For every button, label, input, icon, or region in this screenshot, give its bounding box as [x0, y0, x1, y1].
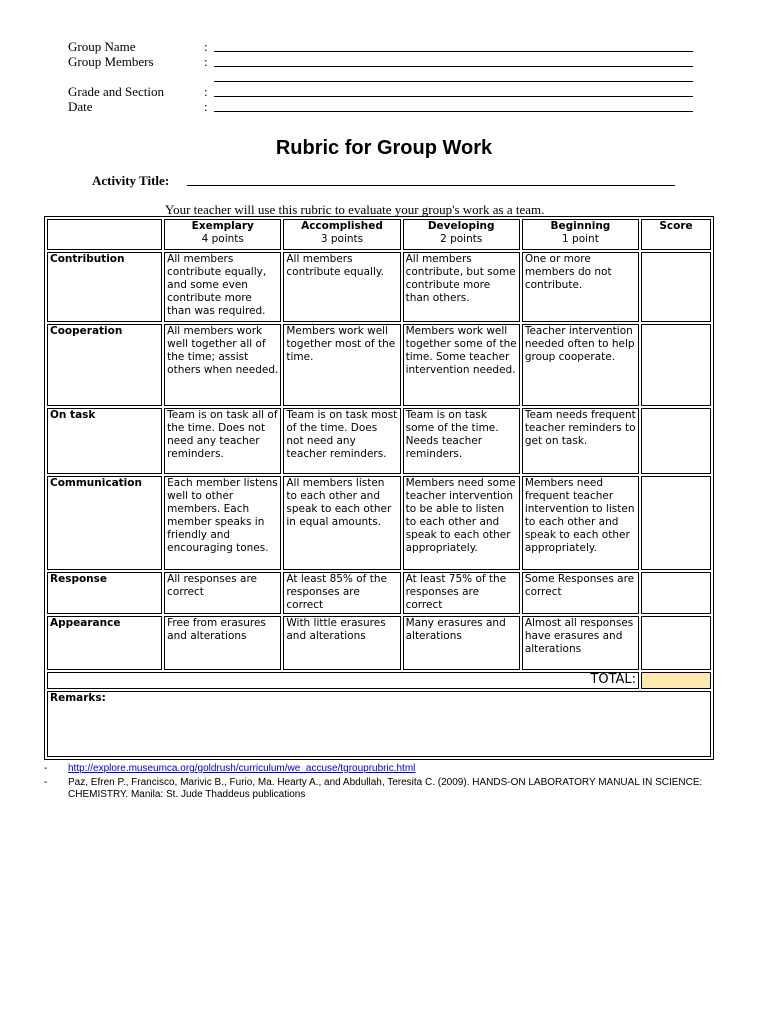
header-beginning-name: Beginning [550, 220, 611, 232]
cell-communication-accomplished: All members listen to each other and speak to each other in equal amounts. [283, 476, 400, 570]
reference-link[interactable]: http://explore.museumca.org/goldrush/curriculum/we_accuse/tgrouprubric.html [68, 763, 416, 774]
criterion-communication: Communication [47, 476, 162, 570]
score-response[interactable] [641, 572, 711, 614]
cell-on-task-beginning: Team needs frequent teacher reminders to get on task. [522, 408, 639, 474]
date-line [214, 111, 693, 112]
date-colon: : [204, 99, 208, 114]
header-accomplished-points: 3 points [320, 233, 364, 245]
grade-section-label: Grade and Section [68, 84, 165, 99]
cell-cooperation-beginning: Teacher intervention needed often to help group cooperate. [522, 324, 639, 406]
cell-appearance-beginning: Almost all responses have erasures and alterations [522, 616, 639, 670]
cell-contribution-beginning: One or more members do not contribute. [522, 252, 639, 322]
cell-on-task-accomplished: Team is on task most of the time. Does not need any teacher reminders. [283, 408, 400, 474]
blank-header-cell [47, 219, 162, 250]
cell-appearance-developing: Many erasures and alterations [403, 616, 520, 670]
cell-communication-beginning: Members need frequent teacher intervention to listen to each other and speak to each other appropriately. [522, 476, 639, 570]
intro-text: Your teacher will use this rubric to evaluate your group's work as a team. [165, 202, 545, 217]
table-row [47, 572, 711, 614]
criterion-appearance: Appearance [47, 616, 162, 670]
activity-title-label: Activity Title: [92, 173, 170, 188]
cell-appearance-accomplished: With little erasures and alterations [283, 616, 400, 670]
table-row [47, 252, 711, 322]
remarks-row [47, 691, 711, 757]
cell-communication-developing: Members need some teacher intervention to be able to listen to each other and speak to each other appropriately. [403, 476, 520, 570]
rubric-header-row [47, 219, 711, 250]
table-row [47, 476, 711, 570]
score-contribution[interactable] [641, 252, 711, 322]
cell-response-accomplished: At least 85% of the responses are correct [283, 572, 400, 614]
activity-title-line[interactable] [187, 185, 675, 186]
group-members-line-2 [214, 81, 693, 82]
cell-cooperation-exemplary: All members work well together all of the time; assist others when needed. [164, 324, 281, 406]
score-communication[interactable] [641, 476, 711, 570]
cell-communication-exemplary: Each member listens well to other members. Each member speaks in friendly and encouraging tones. [164, 476, 281, 570]
cell-cooperation-developing: Members work well together some of the time. Some teacher intervention needed. [403, 324, 520, 406]
references [44, 763, 764, 803]
cell-contribution-accomplished: All members contribute equally. [283, 252, 400, 322]
score-appearance[interactable] [641, 616, 711, 670]
cell-response-developing: At least 75% of the responses are correct [403, 572, 520, 614]
reference-citation: Paz, Efren P., Francisco, Marivic B., Furio, Ma. Hearty A., and Abdullah, Teresita C. (2009). HANDS-ON LABORATORY MANUAL IN SCIENCE: CHEMISTRY. Manila: St. Jude Thaddeus publications [68, 777, 703, 800]
total-score-cell[interactable] [641, 672, 711, 689]
score-on-task[interactable] [641, 408, 711, 474]
header-exemplary [164, 219, 281, 250]
table-row [47, 324, 711, 406]
criterion-contribution: Contribution [47, 252, 162, 322]
group-name-line [214, 51, 693, 52]
list-item [44, 777, 764, 801]
header-score: Score [641, 219, 711, 250]
cell-on-task-exemplary: Team is on task all of the time. Does not need any teacher reminders. [164, 408, 281, 474]
table-row [47, 408, 711, 474]
rubric-table [44, 216, 714, 760]
page-title: Rubric for Group Work [275, 137, 493, 159]
list-item [44, 763, 764, 775]
header-developing-name: Developing [427, 220, 495, 232]
group-members-label: Group Members [68, 54, 154, 69]
cell-contribution-exemplary: All members contribute equally, and some even contribute more than was required. [164, 252, 281, 322]
header-beginning-points: 1 point [562, 233, 599, 245]
reference-bullet: - [44, 777, 48, 788]
grade-section-line [214, 96, 693, 97]
criterion-cooperation: Cooperation [47, 324, 162, 406]
score-cooperation[interactable] [641, 324, 711, 406]
header-exemplary-name: Exemplary [191, 220, 254, 232]
group-name-colon: : [204, 39, 208, 54]
header-accomplished [283, 219, 400, 250]
header-accomplished-name: Accomplished [301, 220, 383, 232]
header-developing-points: 2 points [440, 233, 483, 245]
group-name-label: Group Name [68, 39, 136, 54]
cell-appearance-exemplary: Free from erasures and alterations [164, 616, 281, 670]
total-row [47, 672, 711, 689]
total-label: TOTAL: [47, 672, 639, 689]
cell-response-beginning: Some Responses are correct [522, 572, 639, 614]
criterion-on-task: On task [47, 408, 162, 474]
group-members-colon: : [204, 54, 208, 69]
grade-section-colon: : [204, 84, 208, 99]
remarks-label: Remarks: [50, 692, 106, 704]
reference-bullet: - [44, 763, 48, 774]
remarks-box[interactable] [47, 691, 711, 757]
cell-contribution-developing: All members contribute, but some contribute more than others. [403, 252, 520, 322]
cell-response-exemplary: All responses are correct [164, 572, 281, 614]
header-beginning [522, 219, 639, 250]
group-members-line [214, 66, 693, 67]
cell-on-task-developing: Team is on task some of the time. Needs teacher reminders. [403, 408, 520, 474]
cell-cooperation-accomplished: Members work well together most of the time. [283, 324, 400, 406]
date-label: Date [68, 99, 93, 114]
criterion-response: Response [47, 572, 162, 614]
table-row [47, 616, 711, 670]
header-exemplary-points: 4 points [201, 233, 244, 245]
header-developing [403, 219, 520, 250]
